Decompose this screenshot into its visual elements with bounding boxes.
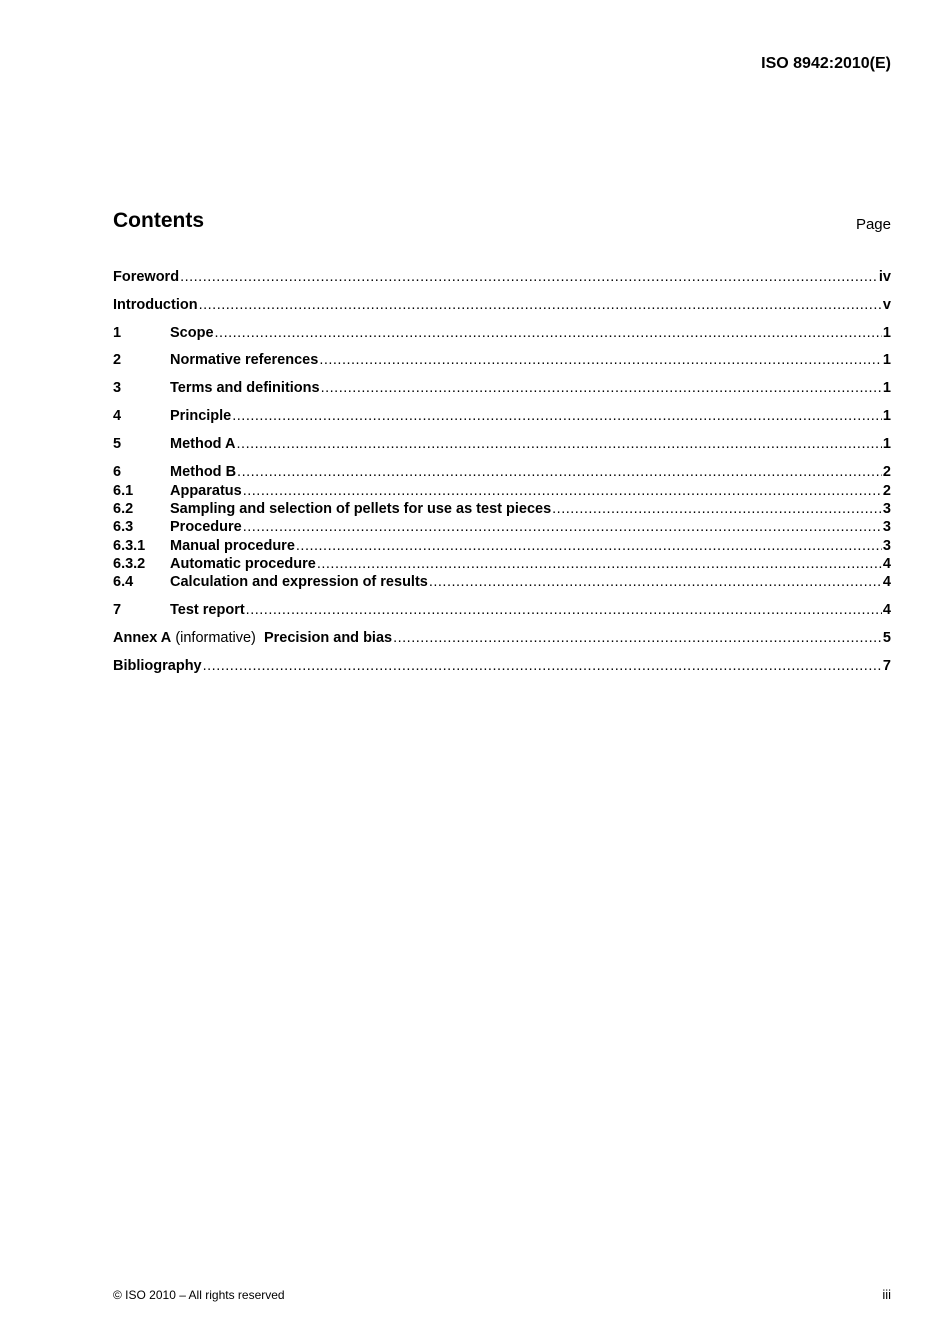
toc-number: 2 [113, 352, 122, 368]
toc-annex-type: (informative) [175, 630, 256, 646]
toc-leader-dots [237, 464, 882, 480]
toc-entry-manual-procedure[interactable] [113, 538, 891, 556]
toc-annex-label: Annex A [113, 630, 172, 646]
toc-entry-apparatus[interactable] [113, 483, 891, 501]
toc-leader-dots [317, 556, 882, 572]
toc-entry-bibliography[interactable] [113, 658, 891, 676]
toc-page-number: v [882, 297, 891, 313]
toc-title: Foreword [113, 269, 180, 285]
toc-page-number: 1 [882, 436, 891, 452]
toc-title: Bibliography [113, 658, 202, 674]
toc-title: Apparatus [170, 483, 242, 499]
toc-title: Calculation and expression of results [170, 574, 428, 590]
toc-title: Procedure [170, 519, 242, 535]
toc-number: 6.4 [113, 574, 134, 590]
toc-page-number: 1 [882, 408, 891, 424]
toc-leader-dots [429, 574, 882, 590]
toc-entry-procedure[interactable] [113, 519, 891, 537]
toc-leader-dots [243, 519, 882, 535]
toc-page-number: 5 [882, 630, 891, 646]
toc-leader-dots [319, 352, 882, 368]
toc-leader-dots [203, 658, 882, 674]
toc-leader-dots [237, 436, 882, 452]
toc-entry-principle[interactable] [113, 408, 891, 426]
toc-page-number: 1 [882, 325, 891, 341]
toc-leader-dots [199, 297, 882, 313]
toc-page-number: 7 [882, 658, 891, 674]
toc-entry-normative-references[interactable] [113, 352, 891, 370]
toc-page-number: iv [878, 269, 891, 285]
toc-entry-foreword[interactable] [113, 269, 891, 287]
footer-copyright: © ISO 2010 – All rights reserved [113, 1288, 285, 1302]
toc-number: 6.1 [113, 483, 134, 499]
toc-leader-dots [393, 630, 882, 646]
toc-leader-dots [246, 602, 882, 618]
toc-page-number: 4 [882, 602, 891, 618]
toc-title: Method B [170, 464, 237, 480]
toc-entry-terms-and-definitions[interactable] [113, 380, 891, 398]
toc-number: 6.2 [113, 501, 134, 517]
toc-entry-automatic-procedure[interactable] [113, 556, 891, 574]
toc-title: Introduction [113, 297, 198, 313]
toc-title: Manual procedure [170, 538, 295, 554]
toc-number: 6.3.1 [113, 538, 146, 554]
toc-page-number: 3 [882, 519, 891, 535]
toc-title: Principle [170, 408, 232, 424]
toc-page-number: 2 [882, 483, 891, 499]
toc-leader-dots [232, 408, 882, 424]
toc-page-number: 1 [882, 352, 891, 368]
footer-page-number: iii [882, 1287, 891, 1302]
toc-entry-calculation[interactable] [113, 574, 891, 592]
page-column-label: Page [855, 216, 891, 233]
toc-number: 1 [113, 325, 122, 341]
toc-leader-dots [215, 325, 882, 341]
toc-entry-sampling[interactable] [113, 501, 891, 519]
toc-page-number: 4 [882, 574, 891, 590]
toc-page-number: 4 [882, 556, 891, 572]
toc-page-number: 1 [882, 380, 891, 396]
toc-title: Scope [170, 325, 214, 341]
page-header: ISO 8942:2010(E) [761, 55, 891, 72]
toc-page-number: 2 [882, 464, 891, 480]
toc-leader-dots [552, 501, 882, 517]
toc-title: Terms and definitions [170, 380, 320, 396]
toc-leader-dots [180, 269, 878, 285]
toc-title: Automatic procedure [170, 556, 316, 572]
toc-number: 7 [113, 602, 122, 618]
toc-title: Normative references [170, 352, 319, 368]
toc-title: Test report [170, 602, 245, 618]
toc-number: 6.3 [113, 519, 134, 535]
contents-title: Contents [113, 209, 204, 232]
toc-entry-introduction[interactable] [113, 297, 891, 315]
toc-entry-annex-a[interactable] [113, 630, 891, 648]
toc-entry-method-b[interactable] [113, 464, 891, 482]
toc-page-number: 3 [882, 501, 891, 517]
toc-title: Method A [170, 436, 236, 452]
toc-number: 5 [113, 436, 122, 452]
toc-entry-scope[interactable] [113, 325, 891, 343]
toc-title: Precision and bias [263, 630, 393, 646]
toc-number: 3 [113, 380, 122, 396]
toc-entry-method-a[interactable] [113, 436, 891, 454]
toc-entry-test-report[interactable] [113, 602, 891, 620]
toc-leader-dots [296, 538, 882, 554]
toc-number: 6 [113, 464, 122, 480]
toc-number: 6.3.2 [113, 556, 146, 572]
toc-leader-dots [321, 380, 882, 396]
toc-page-number: 3 [882, 538, 891, 554]
toc-title: Sampling and selection of pellets for use as test pieces [170, 501, 552, 517]
toc-number: 4 [113, 408, 122, 424]
toc-leader-dots [243, 483, 882, 499]
